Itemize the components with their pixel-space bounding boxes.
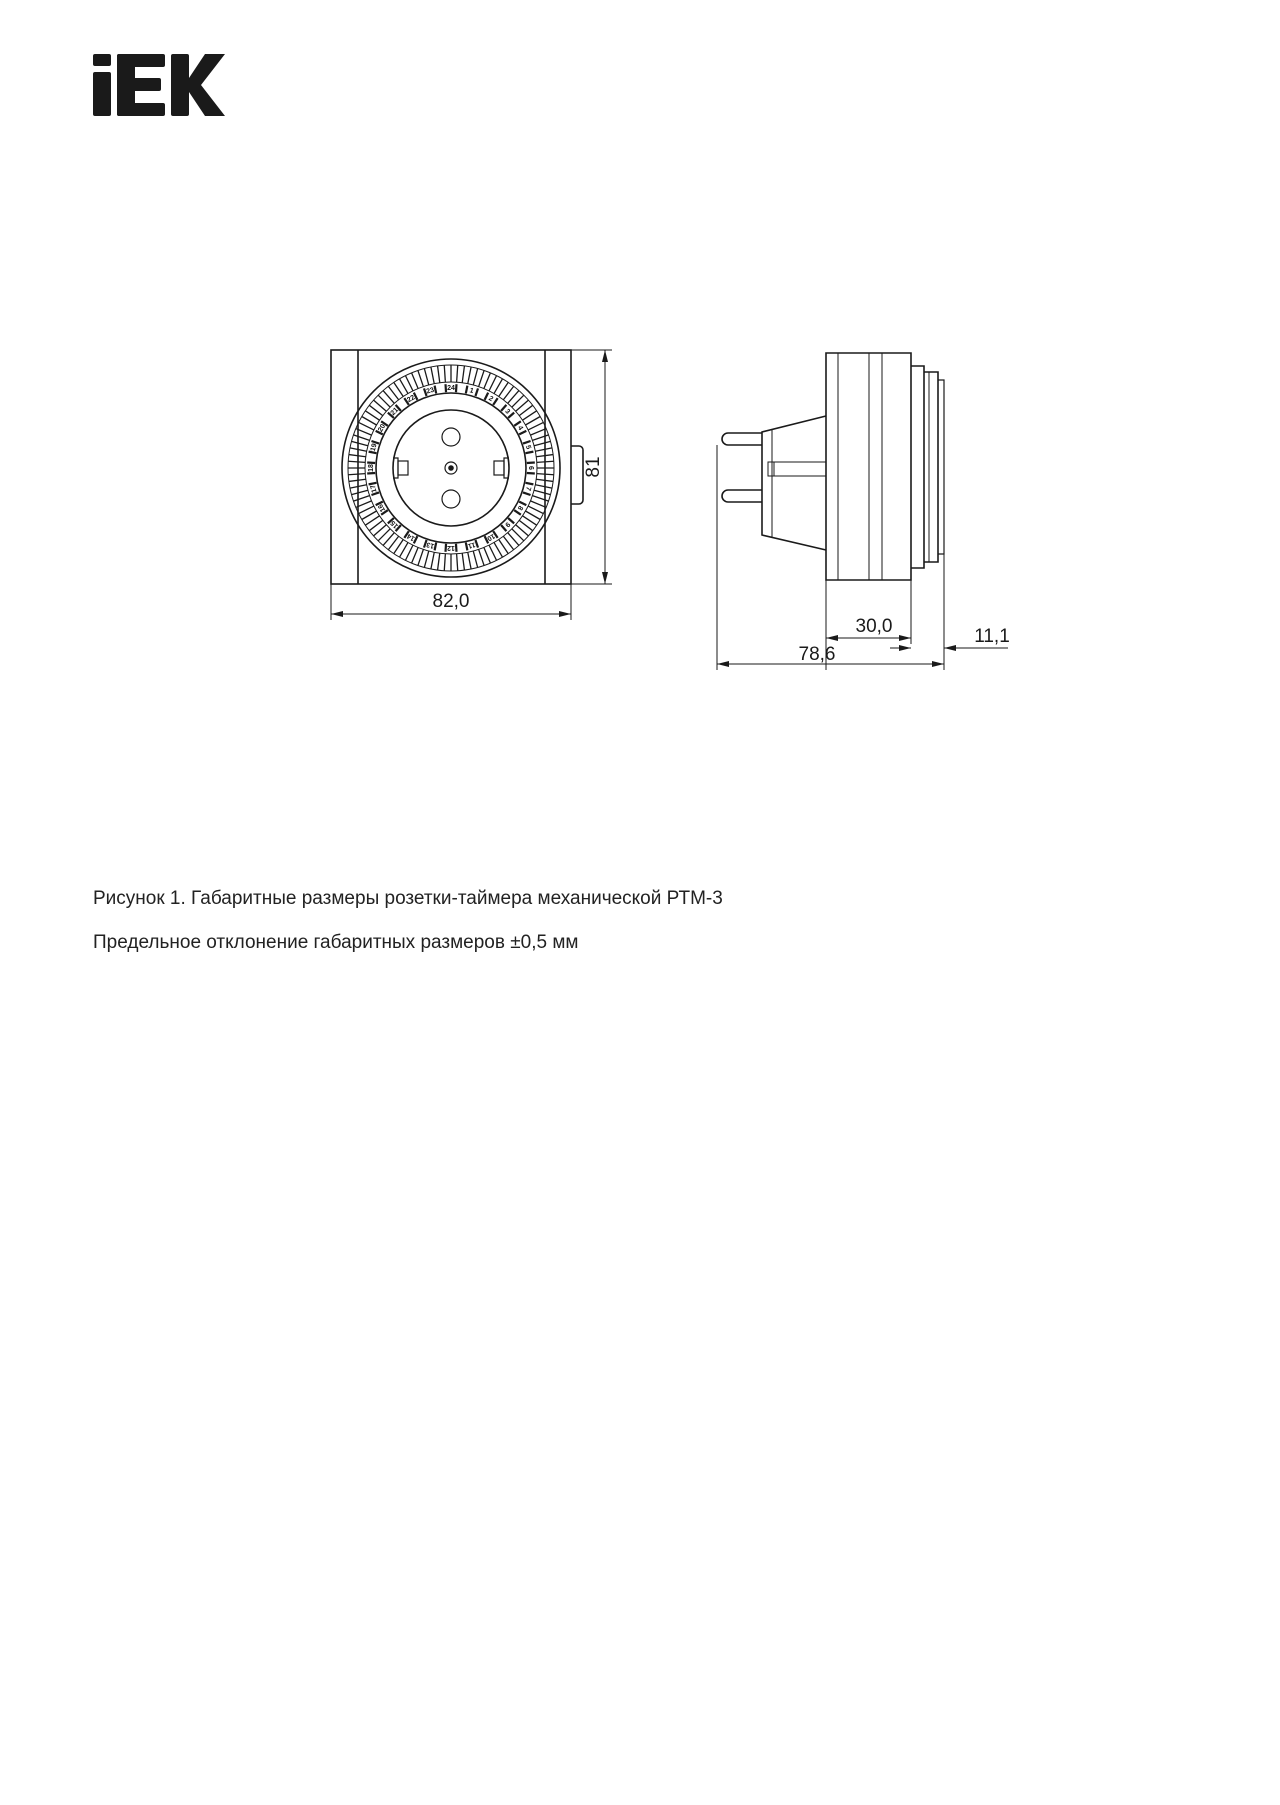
dial-tick: [412, 547, 419, 563]
dial-segment: [523, 441, 531, 444]
dial-tick: [489, 376, 497, 391]
tolerance-note: Предельное отклонение габаритных размеров ±0,5 мм: [93, 932, 579, 953]
dial-number: 19: [369, 442, 379, 453]
dial-number: 24: [447, 385, 455, 392]
dial-tick: [352, 441, 368, 445]
dial-tick: [418, 549, 423, 565]
dial-tick: [462, 553, 464, 570]
dial-segment: [367, 463, 375, 464]
dial-tick: [530, 501, 546, 508]
total-depth-dimension-label: 78,6: [798, 644, 836, 665]
dial-tick: [473, 369, 477, 385]
dial-segment: [367, 473, 375, 474]
dial-number: 20: [377, 423, 388, 434]
dial-tick: [457, 365, 458, 382]
dial-number: 12: [447, 544, 455, 551]
dial-tick: [525, 511, 540, 520]
dial-segment: [369, 483, 377, 485]
dial-tick: [468, 552, 471, 569]
dial-number: 1: [468, 387, 475, 396]
dial-tick: [479, 549, 484, 565]
dial-tick: [418, 370, 423, 386]
dial-tick: [530, 429, 546, 436]
dial-tick: [438, 366, 440, 383]
dial-tick: [537, 461, 554, 462]
dial-tick: [424, 369, 428, 385]
dial-number: 17: [369, 483, 379, 494]
dial-tick: [534, 441, 550, 445]
dial-tick: [484, 373, 491, 389]
dial-tick: [424, 551, 428, 567]
dial-tick: [444, 554, 445, 571]
dial-tick: [532, 435, 548, 440]
dial-number: 10: [485, 531, 496, 542]
dial-segment: [493, 398, 497, 405]
figure-caption: Рисунок 1. Габаритные размеры розетки-таймера механической РТМ-3: [93, 888, 723, 909]
dial-tick: [468, 367, 471, 384]
dial-tick: [348, 461, 365, 462]
dial-tick: [473, 551, 477, 567]
dial-tick: [353, 435, 369, 440]
dial-tick: [405, 545, 413, 560]
ring-depth-dimension-label: 11,1: [974, 626, 1010, 647]
dial-tick: [484, 547, 491, 563]
dial-tick: [532, 496, 548, 501]
dial-tick: [528, 506, 543, 514]
dial-number: 7: [523, 485, 532, 492]
dial-segment: [527, 463, 535, 464]
dial-tick: [479, 370, 484, 386]
dial-segment: [514, 510, 521, 514]
dial-tick: [431, 367, 434, 384]
dial-tick: [494, 379, 503, 394]
dial-segment: [501, 525, 506, 531]
height-dimension-label: 81: [583, 456, 604, 478]
dial-tick: [431, 552, 434, 569]
body-depth-dimension-label: 30,0: [855, 616, 893, 637]
dial-number: 21: [389, 406, 401, 418]
dial-number: 9: [503, 520, 512, 529]
dial-number: 6: [527, 466, 534, 470]
dial-number: 16: [377, 502, 388, 513]
dial-tick: [400, 379, 409, 394]
dial-tick: [535, 485, 552, 488]
dial-segment: [466, 543, 468, 551]
dial-tick: [537, 474, 554, 475]
dial-tick: [359, 506, 374, 514]
dial-number: 8: [515, 504, 524, 512]
width-dimension-label: 82,0: [432, 591, 470, 612]
dial-segment: [475, 388, 478, 396]
dial-tick: [462, 366, 464, 383]
dial-tick: [535, 448, 552, 451]
dial-tick: [528, 422, 543, 430]
dial-tick: [348, 474, 365, 475]
dial-number: 23: [425, 386, 436, 396]
dial-number: 4: [515, 424, 524, 432]
dial-number: 5: [523, 444, 532, 451]
dial-number: 2: [487, 395, 495, 404]
dial-segment: [526, 452, 534, 454]
dial-number: 18: [368, 464, 375, 472]
dial-segment: [508, 413, 514, 418]
dial-tick: [489, 545, 497, 560]
dial-tick: [438, 553, 440, 570]
dial-segment: [519, 431, 526, 435]
dial-tick: [457, 554, 458, 571]
dial-tick: [444, 365, 445, 382]
dial-tick: [412, 373, 419, 389]
dial-number: 11: [467, 540, 477, 550]
dial-segment: [527, 473, 535, 474]
dial-tick: [494, 542, 503, 557]
dial-tick: [362, 511, 377, 520]
dial-tick: [525, 417, 540, 426]
dial-segment: [466, 386, 468, 394]
dial-tick: [359, 422, 374, 430]
dimension-drawing: [0, 0, 1280, 760]
dial-number: 22: [406, 394, 417, 405]
dial-tick: [400, 542, 409, 557]
dial-segment: [456, 544, 457, 552]
dial-segment: [446, 384, 447, 392]
dial-segment: [435, 386, 437, 394]
dial-segment: [523, 492, 531, 495]
dial-tick: [362, 417, 377, 426]
dial-segment: [456, 384, 457, 392]
dial-number: 3: [503, 407, 512, 416]
dial-tick: [352, 490, 368, 494]
dial-tick: [534, 490, 550, 494]
dial-tick: [353, 496, 369, 501]
dial-tick: [405, 376, 413, 391]
dial-number: 14: [406, 531, 417, 542]
dial-number: 15: [389, 518, 401, 530]
dial-segment: [446, 544, 447, 552]
dial-number: 13: [425, 540, 436, 550]
dial-segment: [526, 483, 534, 485]
